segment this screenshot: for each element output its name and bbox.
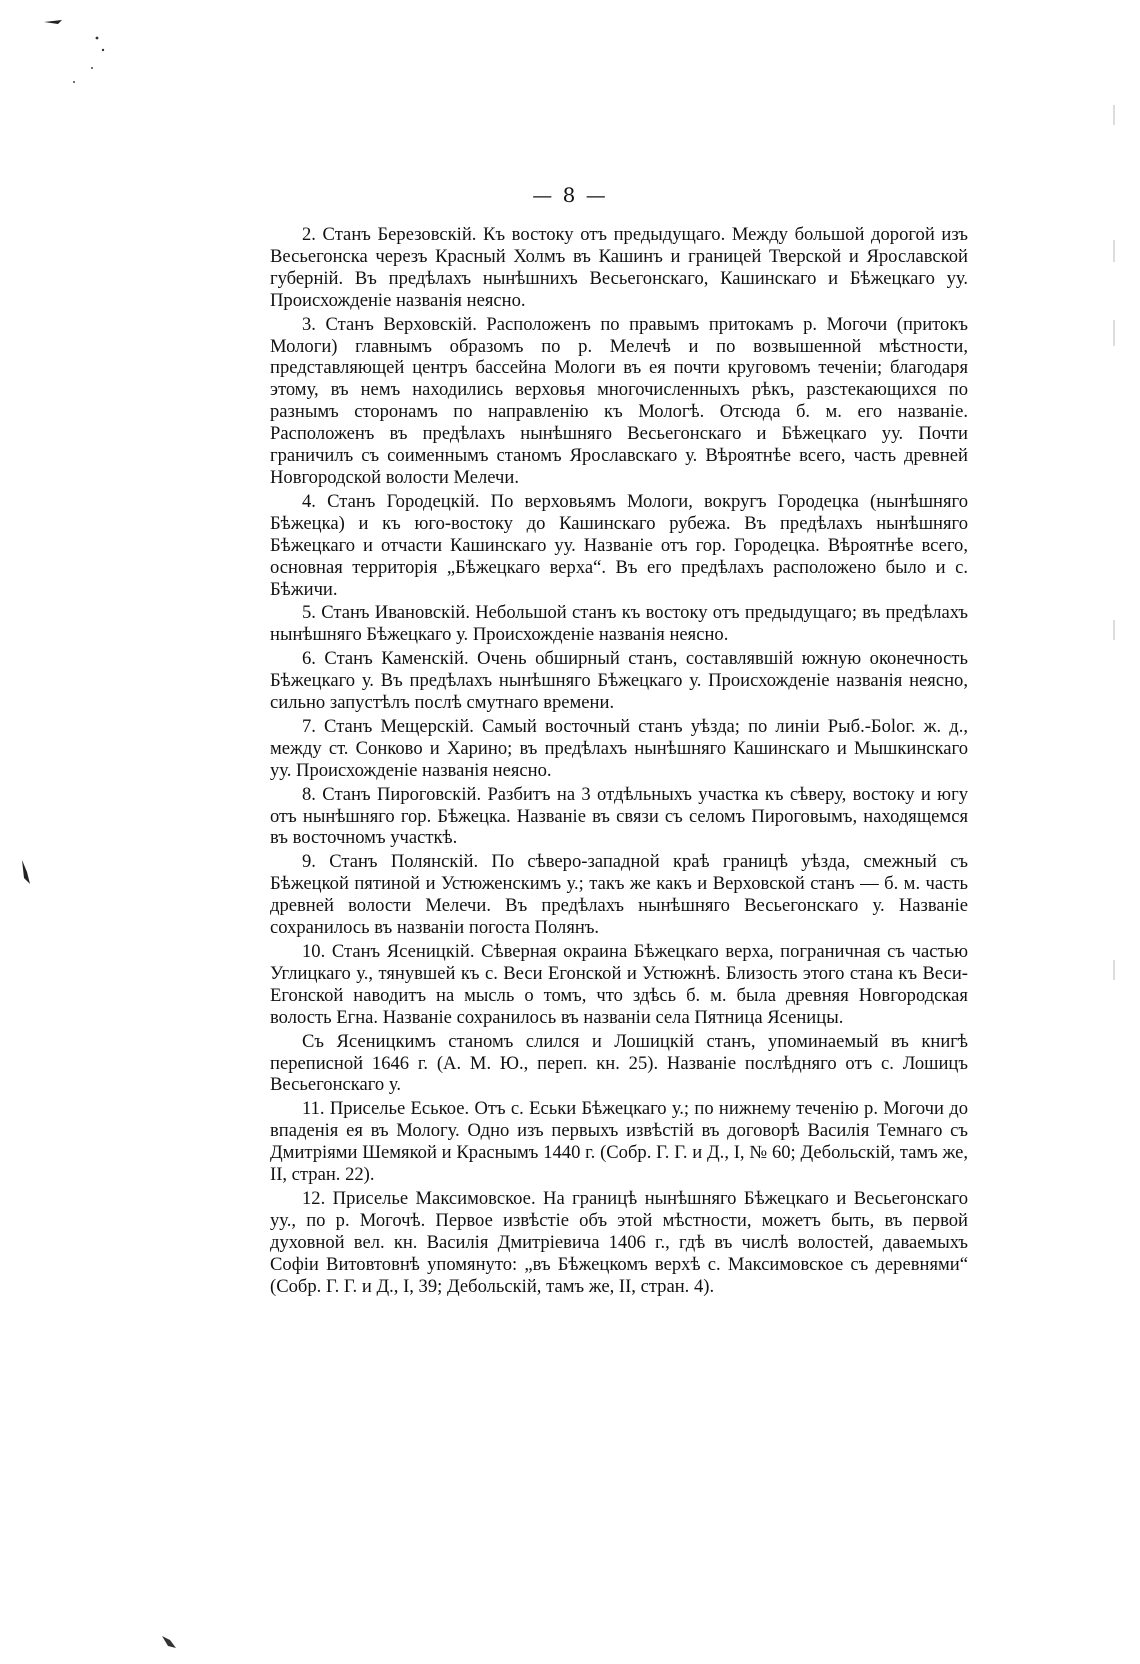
paragraph-stan-yasenitsky: 10. Станъ Ясеницкій. Сѣверная окраина Бѣжецкаго верха, пограничная съ частью Углицкаго у., тянувшей къ с. Веси Егонской и Устюжнѣ. Близость этого стана къ Веси-Егонской наводитъ на мысль о томъ, что здѣсь б. м. была древняя Новгородская волость Егна. Названіе сохранилось въ названіи села Пятница Ясеницы. — [270, 941, 968, 1028]
paragraph-stan-meshchersky: 7. Станъ Мещерскій. Самый восточный станъ уѣзда; по линіи Рыб.-Бolог. ж. д., между ст. Сонково и Харино; въ предѣлахъ нынѣшняго Кашинскаго и Мышкинскаго уу. Происхожденіе названія неясно. — [270, 715, 968, 781]
scan-mark-bottom-left — [162, 1636, 176, 1648]
paragraph-stan-berezovsky: 2. Станъ Березовскій. Къ востоку отъ предыдущаго. Между большой дорогой изъ Весьегонска черезъ Красный Холмъ въ Кашинъ и границей Тверской и Ярославской губерній. Въ предѣлахъ нынѣшнихъ Весьегонскаго, Кашинскаго и Бѣжецкаго уу. Происхожденіе названія неясно. — [270, 224, 968, 311]
paragraph-stan-kamensky: 6. Станъ Каменскій. Очень обширный станъ, составлявшій южную оконечность Бѣжецкаго у. Въ предѣлахъ нынѣшняго Бѣжецкаго у. Происхожденіе названія неясно, сильно запустѣлъ послѣ смутнаго времени. — [270, 648, 968, 714]
scan-mark-left-margin — [22, 860, 30, 884]
scan-dot — [102, 49, 104, 51]
paragraph-stan-verkhovsky: 3. Станъ Верховскій. Расположенъ по правымъ притокамъ р. Могочи (притокъ Мологи) главнымъ образомъ по р. Мелечѣ и по возвышенной мѣстности, представляющей центръ бассейна Мологи въ ея почти круговомъ теченіи; благодаря этому, въ немъ находились верховья многочисленныхъ рѣкъ, разстекающихся по разнымъ сторонамъ по направленію къ Мологѣ. Отсюда б. м. его названіе. Расположенъ въ предѣлахъ нынѣшняго Весьегонскаго и Бѣжецкаго уу. Почти граничилъ съ соименнымъ станомъ Ярославскаго у. Вѣроятнѣе всего, часть древней Новгородской волости Мелечи. — [270, 313, 968, 488]
paragraph-stan-loshitsky: Съ Ясеницкимъ станомъ слился и Лошицкій станъ, упоминаемый въ книгѣ переписной 1646 г. (А. М. Ю., переп. кн. 25). Названіе послѣдняго отъ с. Лошицъ Весьегонскаго у. — [270, 1030, 968, 1096]
page-number: — 8 — — [532, 183, 608, 207]
paragraph-stan-gorodetsky: 4. Станъ Городецкій. По верховьямъ Мологи, вокругъ Городецка (нынѣшняго Бѣжецка) и къ юго-востоку до Кашинскаго рубежа. Въ предѣлахъ нынѣшняго Бѣжецкаго и отчасти Кашинскаго уу. Названіе отъ гор. Городецка. Вѣроятнѣе всего, основная территорія „Бѣжецкаго верха“. Въ его предѣлахъ расположено было и с. Бѣжичи. — [270, 490, 968, 600]
paragraph-stan-ivanovsky: 5. Станъ Ивановскій. Небольшой станъ къ востоку отъ предыдущаго; въ предѣлахъ нынѣшняго Бѣжецкаго у. Происхожденіе названія неясно. — [270, 602, 968, 646]
scan-mark-top-left — [44, 20, 62, 24]
paragraph-priselye-eskoe: 11. Приселье Еськое. Отъ с. Еськи Бѣжецкаго у.; по нижнему теченію р. Могочи до впаденія ея въ Мологу. Одно изъ первыхъ извѣстій въ договорѣ Василія Темнаго съ Дмитріями Шемякой и Краснымъ 1440 г. (Собр. Г. Г. и Д., I, № 60; Дебольскій, тамъ же, II, стран. 22). — [270, 1098, 968, 1186]
body-text — [270, 224, 968, 1298]
scan-dot — [96, 37, 99, 40]
scan-dot — [73, 81, 75, 83]
paragraph-priselye-maksimovskoe: 12. Приселье Максимовское. На границѣ нынѣшняго Бѣжецкаго и Весьегонскаго уу., по р. Могочѣ. Первое извѣстіе объ этой мѣстности, можетъ быть, въ первой духовной вел. кн. Василія Дмитріевича 1406 г., гдѣ въ числѣ волостей, даваемыхъ Софіи Витовтовнѣ упомянуто: „въ Бѣжецкомъ верхѣ с. Максимовское съ деревнями“ (Собр. Г. Г. и Д., I, 39; Дебольскій, тамъ же, II, стран. 4). — [270, 1187, 968, 1297]
paragraph-stan-polyansky: 9. Станъ Полянскій. По сѣверо-западной краѣ границѣ уѣзда, смежный съ Бѣжецкой пятиной и Устюженскимъ у.; такъ же какъ и Верховской станъ — б. м. часть древней волости Мелечи. Въ предѣлахъ нынѣшняго Весьегонскаго у. Названіе сохранилось въ названіи погоста Полянъ. — [270, 851, 968, 939]
scan-dot — [91, 67, 93, 69]
paragraph-stan-pirogovsky: 8. Станъ Пироговскій. Разбитъ на 3 отдѣльныхъ участка къ сѣверу, востоку и югу отъ нынѣшняго гор. Бѣжецка. Названіе въ связи съ селомъ Пироговымъ, находящемся въ восточномъ участкѣ. — [270, 783, 968, 849]
